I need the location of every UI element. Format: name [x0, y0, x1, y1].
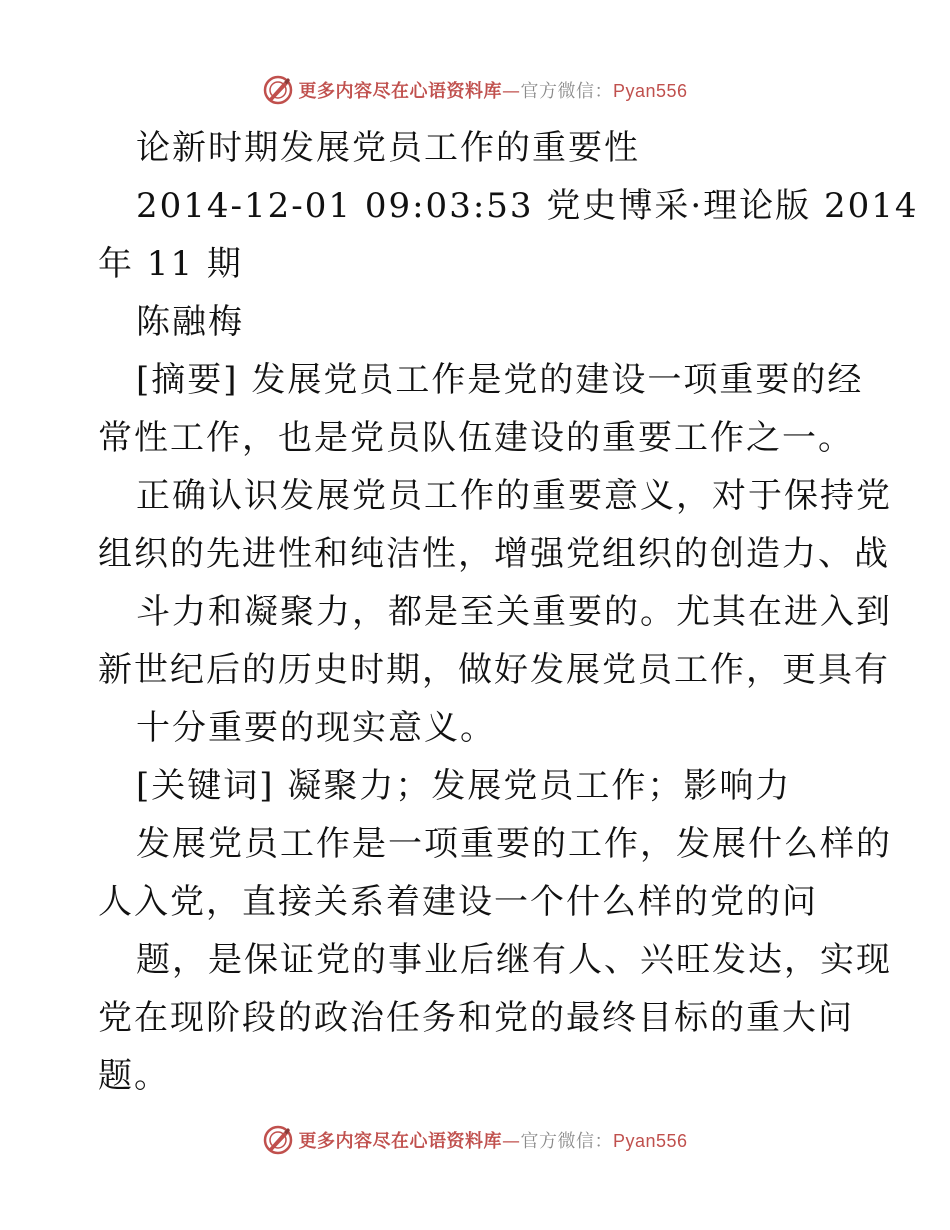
- body-paragraph-line: 题。: [98, 1056, 170, 1096]
- watermark-text: [298, 77, 687, 103]
- abstract-line: 新世纪后的历史时期，做好发展党员工作，更具有: [98, 650, 890, 690]
- abstract-line: 十分重要的现实意义。: [136, 708, 496, 748]
- pen-logo-icon: [262, 1124, 294, 1156]
- abstract-line: 正确认识发展党员工作的重要意义，对于保持党: [136, 476, 892, 516]
- watermark-separator: —: [501, 81, 521, 102]
- document-title: 论新时期发展党员工作的重要性: [136, 128, 640, 168]
- watermark-wechat-label: 官方微信：: [520, 81, 613, 102]
- watermark-wechat-label: 官方微信：: [520, 1131, 613, 1152]
- publication-info: 2014-12-01 09:03:53 党史博采·理论版 2014: [136, 186, 919, 226]
- author-name: 陈融梅: [136, 302, 244, 342]
- header-watermark-banner: [0, 70, 950, 110]
- watermark-wechat-handle: Pyan556: [612, 1131, 688, 1151]
- publication-issue: 年 11 期: [98, 244, 243, 284]
- pen-logo-icon: [262, 74, 294, 106]
- watermark-wechat-handle: Pyan556: [612, 81, 688, 101]
- abstract-line: 常性工作，也是党员队伍建设的重要工作之一。: [98, 418, 854, 458]
- body-paragraph-line: 党在现阶段的政治任务和党的最终目标的重大问: [98, 998, 854, 1038]
- watermark-main-text: 更多内容尽在心语资料库: [298, 81, 502, 102]
- body-paragraph-line: 人入党，直接关系着建设一个什么样的党的问: [98, 882, 818, 922]
- footer-watermark-banner: [0, 1120, 950, 1160]
- abstract-line: 斗力和凝聚力，都是至关重要的。尤其在进入到: [136, 592, 892, 632]
- body-paragraph-line: 题，是保证党的事业后继有人、兴旺发达，实现: [136, 940, 892, 980]
- abstract-line: [摘要] 发展党员工作是党的建设一项重要的经: [136, 360, 864, 400]
- abstract-line: 组织的先进性和纯洁性，增强党组织的创造力、战: [98, 534, 890, 574]
- watermark-separator: —: [501, 1131, 521, 1152]
- keywords-line: [关键词] 凝聚力；发展党员工作；影响力: [136, 766, 792, 806]
- body-paragraph-line: 发展党员工作是一项重要的工作，发展什么样的: [136, 824, 892, 864]
- watermark-text: [298, 1127, 687, 1153]
- watermark-main-text: 更多内容尽在心语资料库: [298, 1131, 502, 1152]
